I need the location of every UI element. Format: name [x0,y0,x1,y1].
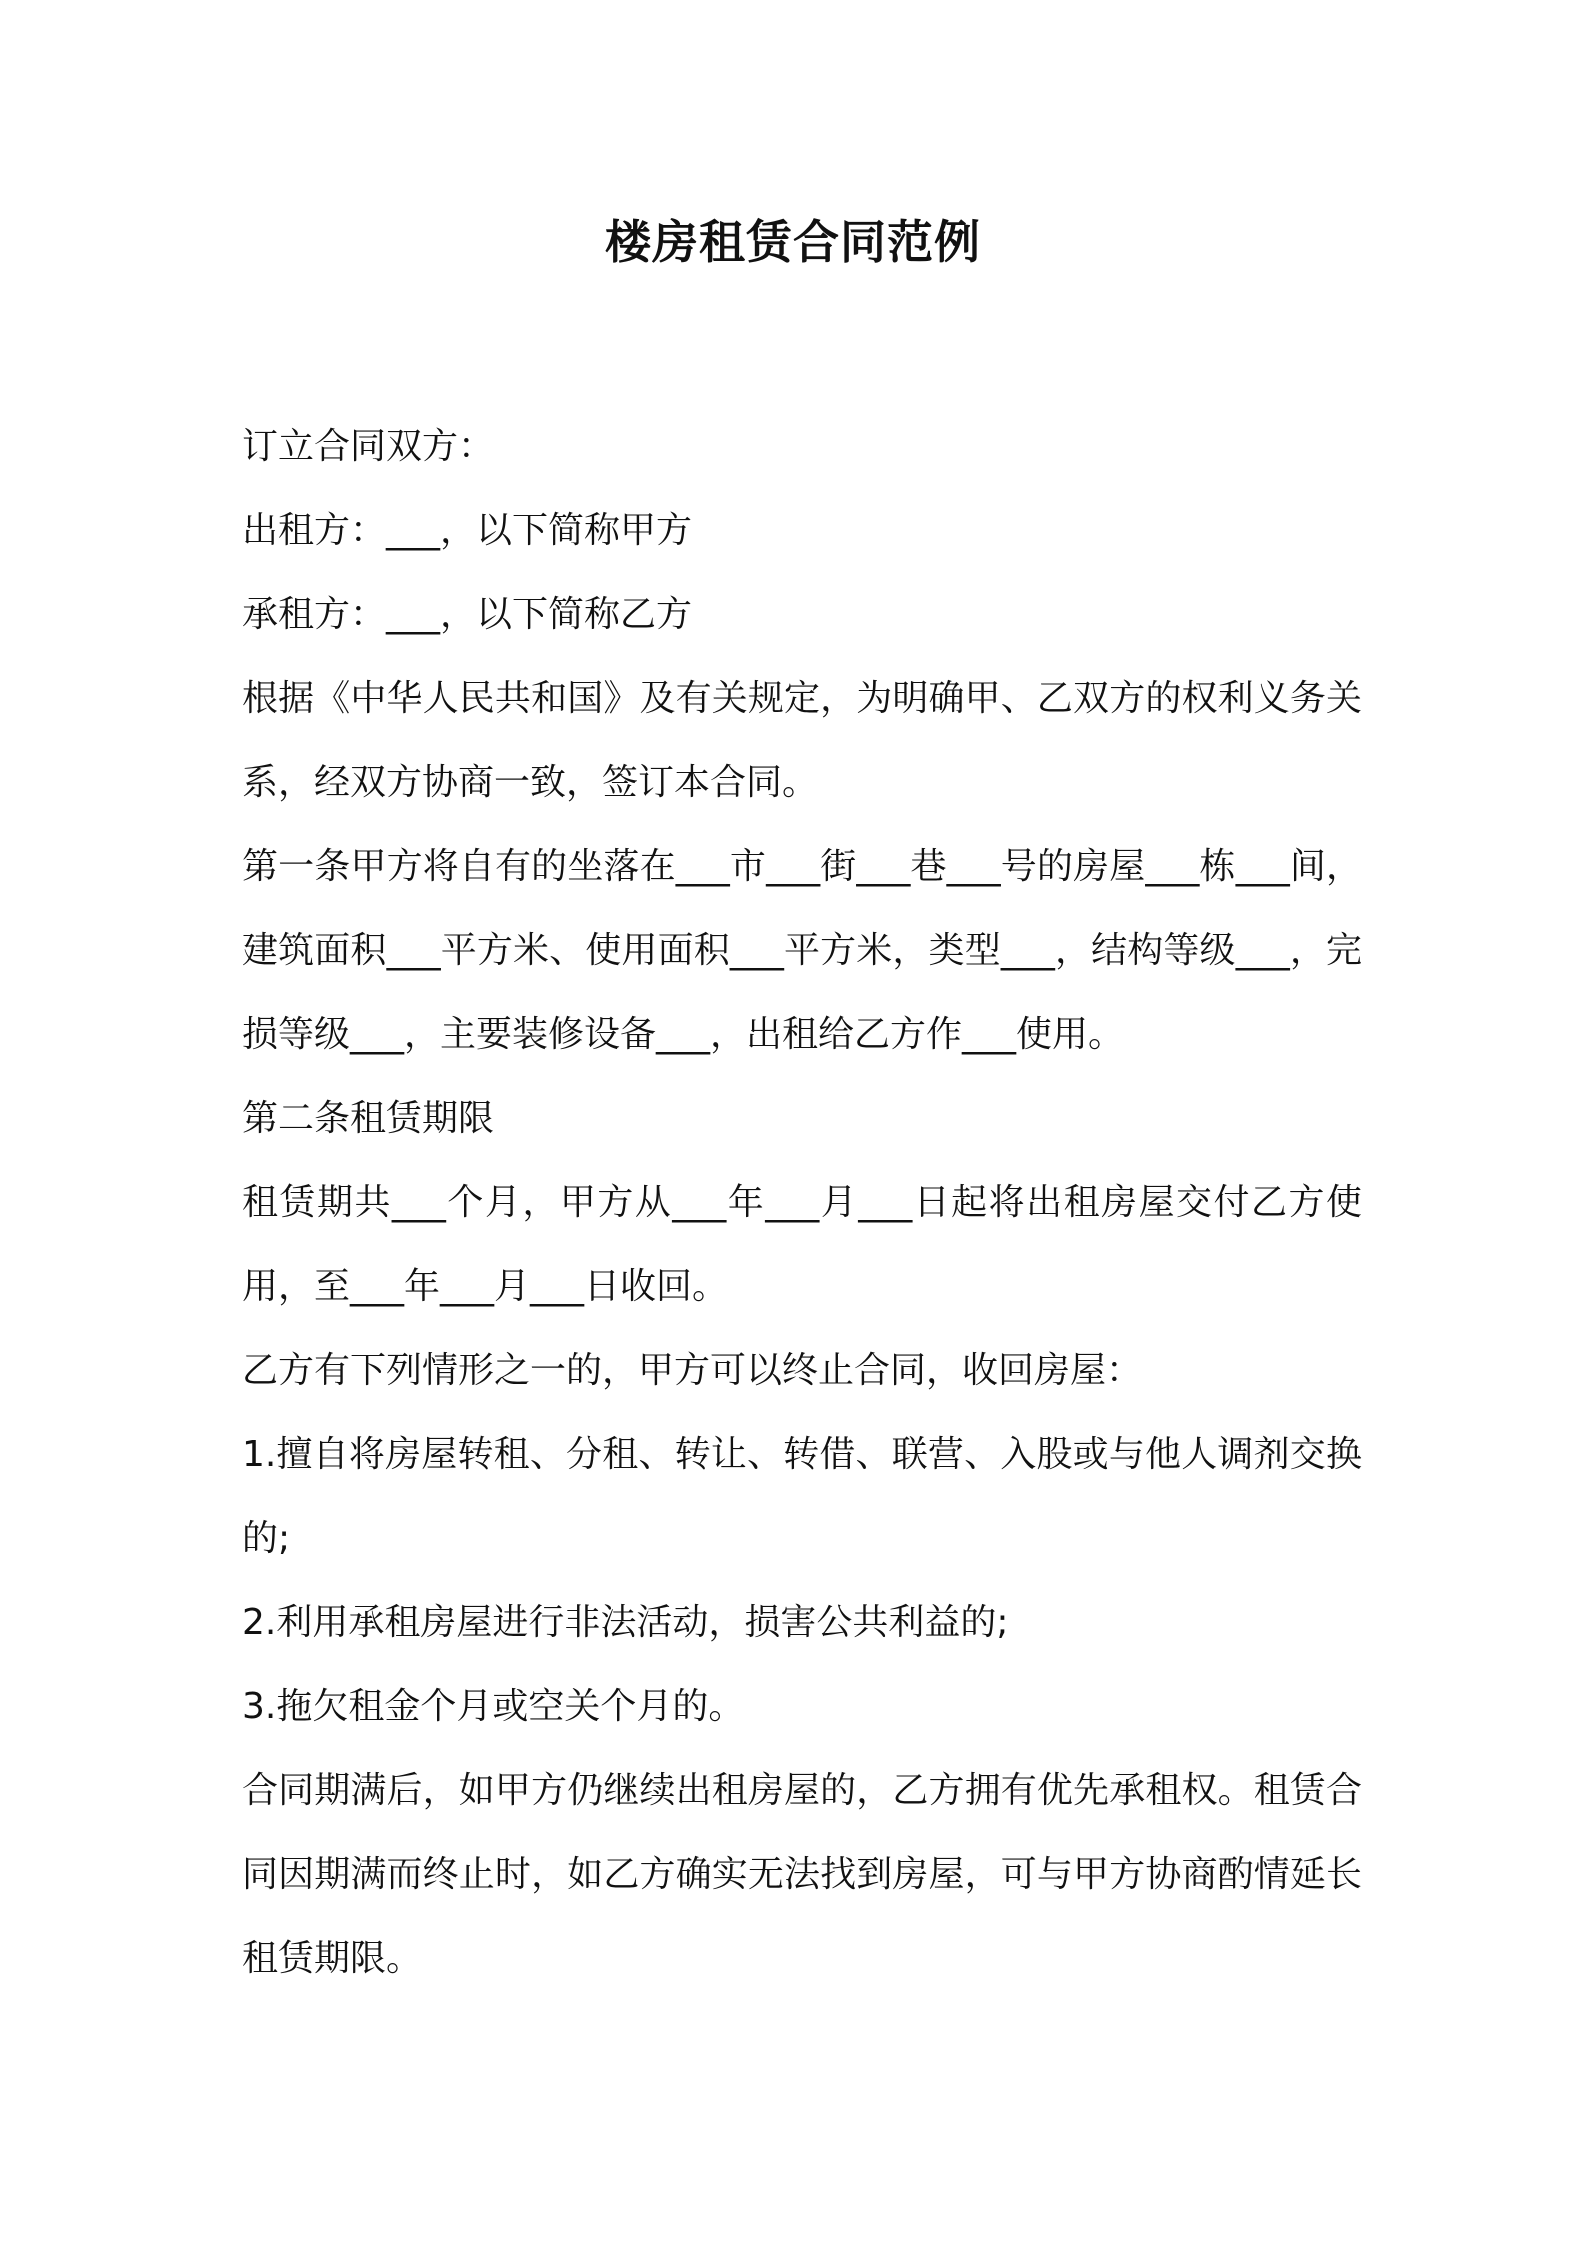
paragraph-article-1: 第一条甲方将自有的坐落在___市___街___巷___号的房屋___栋___间，建筑面积___平方米、使用面积___平方米，类型___，结构等级___，完损等级___，主要装修设备___，出租给乙方作___使用。 [242,846,1362,1055]
paragraph-parties-heading: 订立合同双方： [242,426,495,467]
paragraph-termination-item-2: 2.利用承租房屋进行非法活动，损害公共利益的; [242,1602,1009,1643]
document-body [242,405,1362,2001]
paragraph-article-2-heading: 第二条租赁期限 [242,1098,495,1139]
paragraph-preamble: 根据《中华人民共和国》及有关规定，为明确甲、乙双方的权利义务关系，经双方协商一致，签订本合同。 [242,678,1362,803]
paragraph-renewal: 合同期满后，如甲方仍继续出租房屋的，乙方拥有优先承租权。租赁合同因期满而终止时，如乙方确实无法找到房屋，可与甲方协商酌情延长租赁期限。 [242,1770,1362,1979]
paragraph-termination-item-3: 3.拖欠租金个月或空关个月的。 [242,1686,745,1727]
paragraph-lease-term: 租赁期共___个月，甲方从___年___月___日起将出租房屋交付乙方使用，至___年___月___日收回。 [242,1182,1362,1307]
paragraph-termination-intro: 乙方有下列情形之一的，甲方可以终止合同，收回房屋： [242,1350,1143,1391]
paragraph-lessor: 出租方：___，以下简称甲方 [242,510,693,551]
document-title: 楼房租赁合同范例 [605,215,981,269]
paragraph-termination-item-1: 1.擅自将房屋转租、分租、转让、转借、联营、入股或与他人调剂交换的; [242,1434,1362,1559]
paragraph-lessee: 承租方：___，以下简称乙方 [242,594,693,635]
